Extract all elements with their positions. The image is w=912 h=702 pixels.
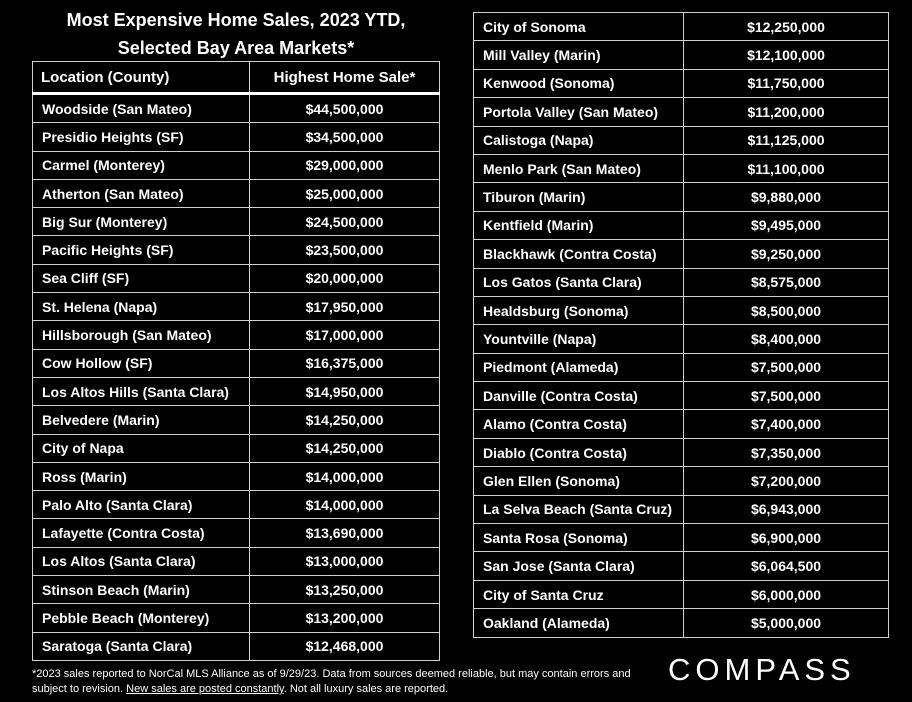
table-row bbox=[474, 41, 889, 69]
location-cell: City of Santa Cruz bbox=[474, 580, 684, 608]
location-cell: Portola Valley (San Mateo) bbox=[474, 98, 684, 126]
location-cell: Belvedere (Marin) bbox=[33, 406, 250, 434]
location-cell: Kenwood (Sonoma) bbox=[474, 69, 684, 97]
header-row bbox=[33, 62, 440, 94]
table-row bbox=[474, 296, 889, 324]
sale-price-cell: $9,495,000 bbox=[684, 211, 889, 239]
sale-price-cell: $13,690,000 bbox=[250, 519, 440, 547]
table-row bbox=[33, 123, 440, 151]
sale-price-cell: $24,500,000 bbox=[250, 208, 440, 236]
title-line-1: Most Expensive Home Sales, 2023 YTD, bbox=[66, 10, 406, 30]
table-row bbox=[474, 211, 889, 239]
sale-price-cell: $7,500,000 bbox=[684, 353, 889, 381]
sale-price-cell: $44,500,000 bbox=[250, 94, 440, 123]
table-row bbox=[33, 491, 440, 519]
table-row bbox=[474, 98, 889, 126]
table-row bbox=[33, 236, 440, 264]
table-row bbox=[33, 151, 440, 179]
sale-price-cell: $13,200,000 bbox=[250, 604, 440, 632]
footnote-underlined-text: New sales are posted constantly bbox=[126, 683, 284, 695]
footnote bbox=[32, 667, 652, 697]
table-row bbox=[474, 382, 889, 410]
sale-price-cell: $7,200,000 bbox=[684, 467, 889, 495]
sale-price-cell: $6,000,000 bbox=[684, 580, 889, 608]
location-cell: City of Napa bbox=[33, 434, 250, 462]
location-cell: Yountville (Napa) bbox=[474, 325, 684, 353]
sale-price-cell: $6,900,000 bbox=[684, 524, 889, 552]
location-cell: Diablo (Contra Costa) bbox=[474, 438, 684, 466]
table-row bbox=[33, 406, 440, 434]
location-cell: Carmel (Monterey) bbox=[33, 151, 250, 179]
sale-price-cell: $7,500,000 bbox=[684, 382, 889, 410]
table-row bbox=[33, 547, 440, 575]
footnote-text: *2023 sales reported to NorCal MLS Alliance as of 9/29/23. Data from sources deemed reliable, but may contain errors and subject to revision. bbox=[32, 668, 631, 695]
location-cell: Pacific Heights (SF) bbox=[33, 236, 250, 264]
sale-price-cell: $7,350,000 bbox=[684, 438, 889, 466]
location-cell: Tiburon (Marin) bbox=[474, 183, 684, 211]
sale-price-cell: $14,950,000 bbox=[250, 377, 440, 405]
sale-price-cell: $12,468,000 bbox=[250, 632, 440, 660]
table-row bbox=[474, 126, 889, 154]
table-row bbox=[474, 609, 889, 637]
compass-logo: COMPASS bbox=[668, 652, 856, 687]
table-row bbox=[474, 183, 889, 211]
location-cell: Blackhawk (Contra Costa) bbox=[474, 240, 684, 268]
location-cell: Glen Ellen (Sonoma) bbox=[474, 467, 684, 495]
page-title bbox=[32, 6, 440, 62]
sale-price-cell: $8,500,000 bbox=[684, 296, 889, 324]
location-cell: Oakland (Alameda) bbox=[474, 609, 684, 637]
sale-price-cell: $11,750,000 bbox=[684, 69, 889, 97]
sale-price-cell: $11,100,000 bbox=[684, 154, 889, 182]
location-cell: Stinson Beach (Marin) bbox=[33, 576, 250, 604]
sale-price-cell: $29,000,000 bbox=[250, 151, 440, 179]
location-cell: Calistoga (Napa) bbox=[474, 126, 684, 154]
table-row bbox=[474, 268, 889, 296]
footnote-text-end: . Not all luxury sales are reported. bbox=[283, 683, 449, 695]
location-cell: Lafayette (Contra Costa) bbox=[33, 519, 250, 547]
sale-price-cell: $11,125,000 bbox=[684, 126, 889, 154]
sale-price-cell: $14,250,000 bbox=[250, 406, 440, 434]
table-row bbox=[474, 580, 889, 608]
location-cell: Los Altos Hills (Santa Clara) bbox=[33, 377, 250, 405]
sale-price-cell: $6,064,500 bbox=[684, 552, 889, 580]
table-row bbox=[33, 179, 440, 207]
location-cell: San Jose (Santa Clara) bbox=[474, 552, 684, 580]
sale-price-cell: $20,000,000 bbox=[250, 264, 440, 292]
location-cell: Santa Rosa (Sonoma) bbox=[474, 524, 684, 552]
sale-price-cell: $34,500,000 bbox=[250, 123, 440, 151]
sale-price-cell: $6,943,000 bbox=[684, 495, 889, 523]
table-row bbox=[474, 552, 889, 580]
sale-price-cell: $9,880,000 bbox=[684, 183, 889, 211]
table-row bbox=[33, 349, 440, 377]
location-cell: Big Sur (Monterey) bbox=[33, 208, 250, 236]
sale-price-cell: $12,100,000 bbox=[684, 41, 889, 69]
sale-price-cell: $13,000,000 bbox=[250, 547, 440, 575]
sale-price-cell: $5,000,000 bbox=[684, 609, 889, 637]
table-row bbox=[33, 462, 440, 490]
sale-price-cell: $11,200,000 bbox=[684, 98, 889, 126]
location-cell: Saratoga (Santa Clara) bbox=[33, 632, 250, 660]
sale-price-cell: $13,250,000 bbox=[250, 576, 440, 604]
sale-price-cell: $12,250,000 bbox=[684, 13, 889, 41]
location-cell: Kentfield (Marin) bbox=[474, 211, 684, 239]
location-cell: Pebble Beach (Monterey) bbox=[33, 604, 250, 632]
table-row bbox=[474, 524, 889, 552]
table-row bbox=[33, 264, 440, 292]
table-row bbox=[33, 519, 440, 547]
location-cell: Ross (Marin) bbox=[33, 462, 250, 490]
table-row bbox=[474, 438, 889, 466]
location-cell: Hillsborough (San Mateo) bbox=[33, 321, 250, 349]
location-cell: Presidio Heights (SF) bbox=[33, 123, 250, 151]
table-row bbox=[474, 325, 889, 353]
sale-price-cell: $8,400,000 bbox=[684, 325, 889, 353]
location-cell: Atherton (San Mateo) bbox=[33, 179, 250, 207]
left-sales-table bbox=[32, 61, 440, 661]
location-cell: St. Helena (Napa) bbox=[33, 293, 250, 321]
table-row bbox=[33, 434, 440, 462]
sale-price-cell: $8,575,000 bbox=[684, 268, 889, 296]
table-row bbox=[474, 154, 889, 182]
table-row bbox=[33, 632, 440, 660]
table-row bbox=[474, 495, 889, 523]
location-cell: City of Sonoma bbox=[474, 13, 684, 41]
location-cell: Palo Alto (Santa Clara) bbox=[33, 491, 250, 519]
location-cell: Sea Cliff (SF) bbox=[33, 264, 250, 292]
sale-price-cell: $7,400,000 bbox=[684, 410, 889, 438]
table-row bbox=[33, 576, 440, 604]
sale-price-cell: $17,950,000 bbox=[250, 293, 440, 321]
sale-price-cell: $9,250,000 bbox=[684, 240, 889, 268]
table-row bbox=[474, 240, 889, 268]
location-cell: Piedmont (Alameda) bbox=[474, 353, 684, 381]
sale-price-cell: $25,000,000 bbox=[250, 179, 440, 207]
location-column-header: Location (County) bbox=[33, 62, 250, 94]
table-row bbox=[474, 410, 889, 438]
location-cell: Menlo Park (San Mateo) bbox=[474, 154, 684, 182]
right-sales-table bbox=[473, 12, 889, 638]
table-row bbox=[33, 94, 440, 123]
location-cell: La Selva Beach (Santa Cruz) bbox=[474, 495, 684, 523]
sale-column-header: Highest Home Sale* bbox=[250, 62, 440, 94]
sale-price-cell: $17,000,000 bbox=[250, 321, 440, 349]
location-cell: Los Altos (Santa Clara) bbox=[33, 547, 250, 575]
table-row bbox=[33, 377, 440, 405]
location-cell: Healdsburg (Sonoma) bbox=[474, 296, 684, 324]
table-row bbox=[33, 293, 440, 321]
location-cell: Alamo (Contra Costa) bbox=[474, 410, 684, 438]
table-row bbox=[474, 69, 889, 97]
sale-price-cell: $16,375,000 bbox=[250, 349, 440, 377]
location-cell: Woodside (San Mateo) bbox=[33, 94, 250, 123]
location-cell: Mill Valley (Marin) bbox=[474, 41, 684, 69]
location-cell: Cow Hollow (SF) bbox=[33, 349, 250, 377]
sale-price-cell: $14,000,000 bbox=[250, 491, 440, 519]
location-cell: Los Gatos (Santa Clara) bbox=[474, 268, 684, 296]
table-row bbox=[474, 353, 889, 381]
sale-price-cell: $14,250,000 bbox=[250, 434, 440, 462]
table-row bbox=[33, 321, 440, 349]
table-row bbox=[33, 208, 440, 236]
location-cell: Danville (Contra Costa) bbox=[474, 382, 684, 410]
sale-price-cell: $14,000,000 bbox=[250, 462, 440, 490]
table-row bbox=[474, 13, 889, 41]
table-row bbox=[474, 467, 889, 495]
sale-price-cell: $23,500,000 bbox=[250, 236, 440, 264]
title-line-2: Selected Bay Area Markets* bbox=[117, 38, 355, 58]
table-row bbox=[33, 604, 440, 632]
